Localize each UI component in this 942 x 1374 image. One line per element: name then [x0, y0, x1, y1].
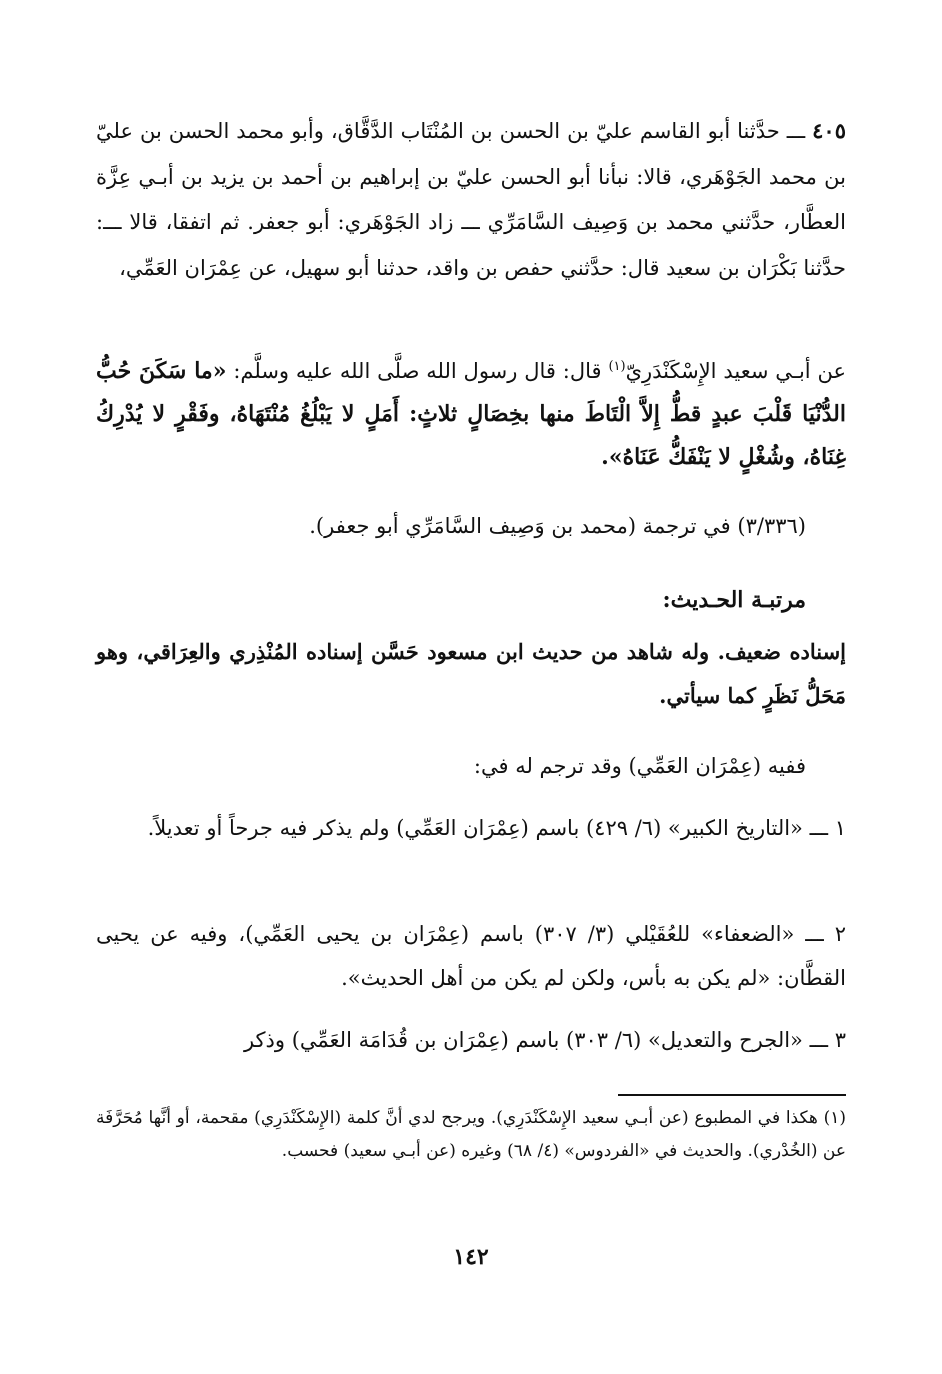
page-number: ١٤٢ [453, 1244, 489, 1270]
footnote-marker[interactable]: (١) [608, 359, 626, 374]
source-item-2: ٢ ـــ «الضعفاء» للعُقَيْلي (٣/ ٣٠٧) باسم (عِمْرَان بن يحيى العَمِّي)، وفيه عن يحيى القطَّان: «لم يكن به بأس، ولكن لم يكن من أهل الحديث». [96, 922, 846, 990]
hadith-intro-rest: قال: قال رسول الله صلَّى الله عليه وسلَّم: [233, 359, 602, 383]
narrator-intro: ففيه (عِمْرَان العَمِّي) وقد ترجم له في: [473, 754, 806, 778]
source-item-1: ١ ـــ «التاريخ الكبير» (٦/ ٤٢٩) باسم (عِمْرَان العَمِّي) ولم يذكر فيه جرحاً أو تعديلاً. [147, 816, 846, 840]
grade-heading: مرتبـة الحـديث: [662, 587, 806, 613]
hadith-isnad: ـــ حدَّثنا أبو القاسم عليّ بن الحسن بن المُنْتَاب الدَّقَّاق، وأبو محمد الحسن بن عليّ بن محمد الجَوْهَري، قالا: نبأنا أبو الحسن عليّ بن إبراهيم بن أحمد بن يزيد بن أبـي عِزَّة العطَّار، حدَّثني محمد بن وَصِيف السَّامَرِّي ـــ زاد الجَوْهَري: أبو جعفر. ثم اتفقا، قالا ـــ: حدَّثنا بَكْرَان بن سعيد قال: حدَّثني حفص بن واقد، حدثنا أبو سهيل، عن عِمْرَان العَمِّي، [96, 119, 846, 280]
hadith-matn-paragraph [96, 350, 846, 479]
footnote-text: (١) هكذا في المطبوع (عن أبـي سعيد الإِسْكَنْدَرِي). ويرجح لدي أنَّ كلمة (الإِسْكَنْدَرِي) مقحمة، أو أنَّها مُحَرَّفَة عن (الخُدْري). والحديث في «الفردوس» (٤/ ٦٨) وغيره (عن أبـي سعيد) فحسب. [96, 1108, 846, 1161]
source-item-3: ٣ ـــ «الجرح والتعديل» (٦/ ٣٠٣) باسم (عِمْرَان بن قُدَامَة العَمِّي) وذكر [243, 1028, 846, 1052]
hadith-matn: «ما سَكَنَ حُبُّ الدُّنْيَا قَلْبَ عبدٍ قطُّ إِلاَّ الْتَاطَ منها بخِصَالٍ ثلاثٍ: أَمَلٍ لا يَبْلُغُ مُنْتَهَاهُ، وفَقْرٍ لا يُدْرِكُ غِنَاهُ، وشُغْلٍ لا يَنْفَكُّ عَنَاهُ». [96, 358, 846, 470]
hadith-405-paragraph [96, 108, 846, 291]
hadith-number: ٤٠٥ [812, 118, 846, 143]
reference-line: (٣/٣٣٦) في ترجمة (محمد بن وَصِيف السَّامَرِّي أبو جعفر). [309, 514, 806, 538]
hadith-intro: عن أبـي سعيد الإِسْكَنْدَرِيّ [625, 359, 847, 383]
grade-text: إسناده ضعيف. وله شاهد من حديث ابن مسعود حَسَّن إسناده المُنْذِري والعِرَاقي، وهو مَحَلُّ نَظَرٍ كما سيأتي. [96, 639, 846, 708]
footnote-divider [618, 1094, 846, 1096]
